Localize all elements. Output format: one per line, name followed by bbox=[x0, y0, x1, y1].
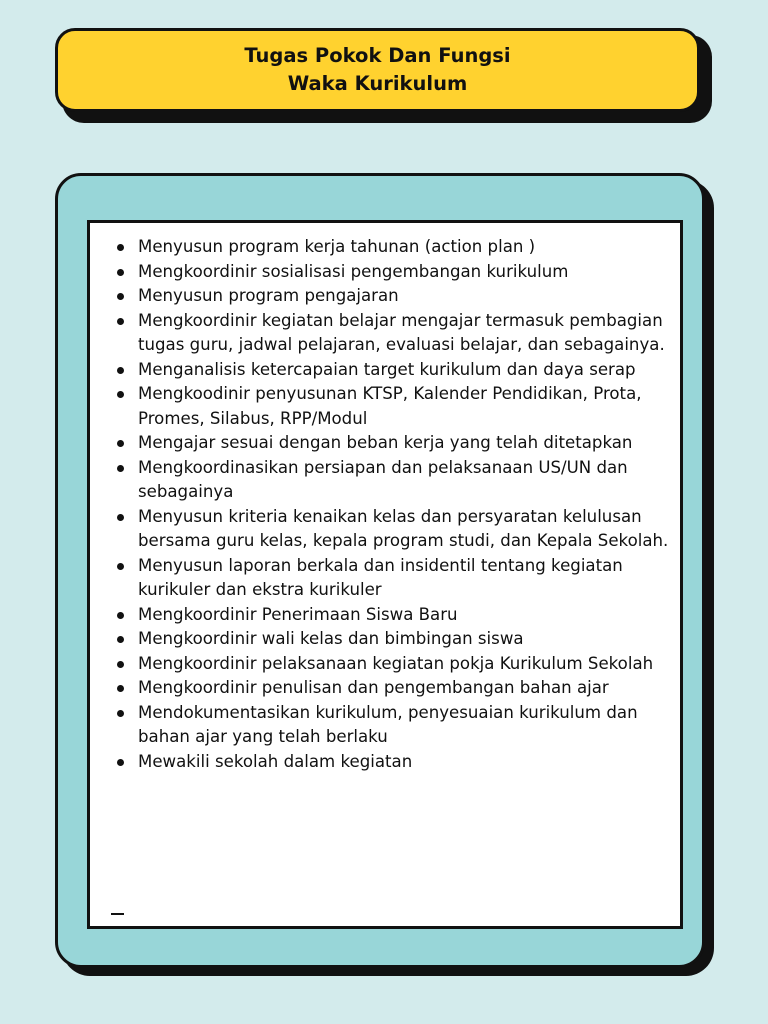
task-item bbox=[115, 382, 675, 431]
bullet-icon bbox=[117, 759, 124, 766]
task-text: Mengkoordinir sosialisasi pengembangan kurikulum bbox=[138, 261, 569, 281]
task-item bbox=[115, 554, 675, 603]
bullet-icon bbox=[117, 367, 124, 374]
task-text: Mendokumentasikan kurikulum, penyesuaian kurikulum dan bahan ajar yang telah berlaku bbox=[138, 702, 638, 746]
task-text: Mengkoordinir wali kelas dan bimbingan siswa bbox=[138, 629, 524, 648]
task-text: Mewakili sekolah dalam kegiatan bbox=[138, 751, 413, 771]
task-list bbox=[115, 235, 675, 774]
trailing-dash bbox=[111, 913, 124, 915]
task-text: Menganalisis ketercapaian target kurikulum dan daya serap bbox=[138, 359, 636, 379]
task-item bbox=[115, 750, 675, 775]
task-item bbox=[115, 676, 675, 701]
task-text: Mengkoordinir penulisan dan pengembangan bahan ajar bbox=[138, 678, 609, 697]
task-text: Mengkoordinir Penerimaan Siswa Baru bbox=[138, 604, 458, 624]
task-item bbox=[115, 309, 675, 358]
task-text: Mengkoordinasikan persiapan dan pelaksanaan US/UN dan sebagainya bbox=[138, 457, 628, 501]
page-title-line-1: Tugas Pokok Dan Fungsi bbox=[244, 44, 511, 67]
bullet-icon bbox=[117, 685, 124, 692]
task-item bbox=[115, 358, 675, 383]
bullet-icon bbox=[117, 636, 124, 643]
task-item bbox=[115, 456, 675, 505]
task-item bbox=[115, 652, 675, 677]
task-text: Mengkoodinir penyusunan KTSP, Kalender Pendidikan, Prota, Promes, Silabus, RPP/Modul bbox=[138, 384, 642, 428]
bullet-icon bbox=[117, 391, 124, 398]
task-text: Mengkoordinir pelaksanaan kegiatan pokja Kurikulum Sekolah bbox=[138, 653, 654, 673]
bullet-icon bbox=[117, 244, 124, 251]
page-title-line-2: Waka Kurikulum bbox=[287, 72, 468, 95]
task-item bbox=[115, 627, 675, 652]
bullet-icon bbox=[117, 440, 124, 447]
bullet-icon bbox=[117, 318, 124, 325]
task-text: Mengkoordinir kegiatan belajar mengajar termasuk pembagian tugas guru, jadwal pelajaran, evaluasi belajar, dan sebagainya. bbox=[138, 310, 665, 354]
task-item bbox=[115, 431, 675, 456]
task-item bbox=[115, 260, 675, 285]
task-text: Mengajar sesuai dengan beban kerja yang telah ditetapkan bbox=[138, 433, 633, 452]
task-item bbox=[115, 284, 675, 309]
task-text: Menyusun program pengajaran bbox=[138, 286, 399, 305]
bullet-icon bbox=[117, 293, 124, 300]
bullet-icon bbox=[117, 563, 124, 570]
bullet-icon bbox=[117, 514, 124, 521]
bullet-icon bbox=[117, 612, 124, 619]
bullet-icon bbox=[117, 710, 124, 717]
task-list-card bbox=[87, 220, 683, 929]
task-item bbox=[115, 505, 675, 554]
task-item bbox=[115, 235, 675, 260]
task-text: Menyusun program kerja tahunan (action plan ) bbox=[138, 237, 536, 256]
task-item bbox=[115, 603, 675, 628]
task-text: Menyusun laporan berkala dan insidentil tentang kegiatan kurikuler dan ekstra kurikuler bbox=[138, 555, 623, 599]
bullet-icon bbox=[117, 661, 124, 668]
bullet-icon bbox=[117, 269, 124, 276]
task-text: Menyusun kriteria kenaikan kelas dan persyaratan kelulusan bersama guru kelas, kepala program studi, dan Kepala Sekolah. bbox=[138, 506, 669, 550]
bullet-icon bbox=[117, 465, 124, 472]
title-box bbox=[55, 28, 700, 112]
task-item bbox=[115, 701, 675, 750]
